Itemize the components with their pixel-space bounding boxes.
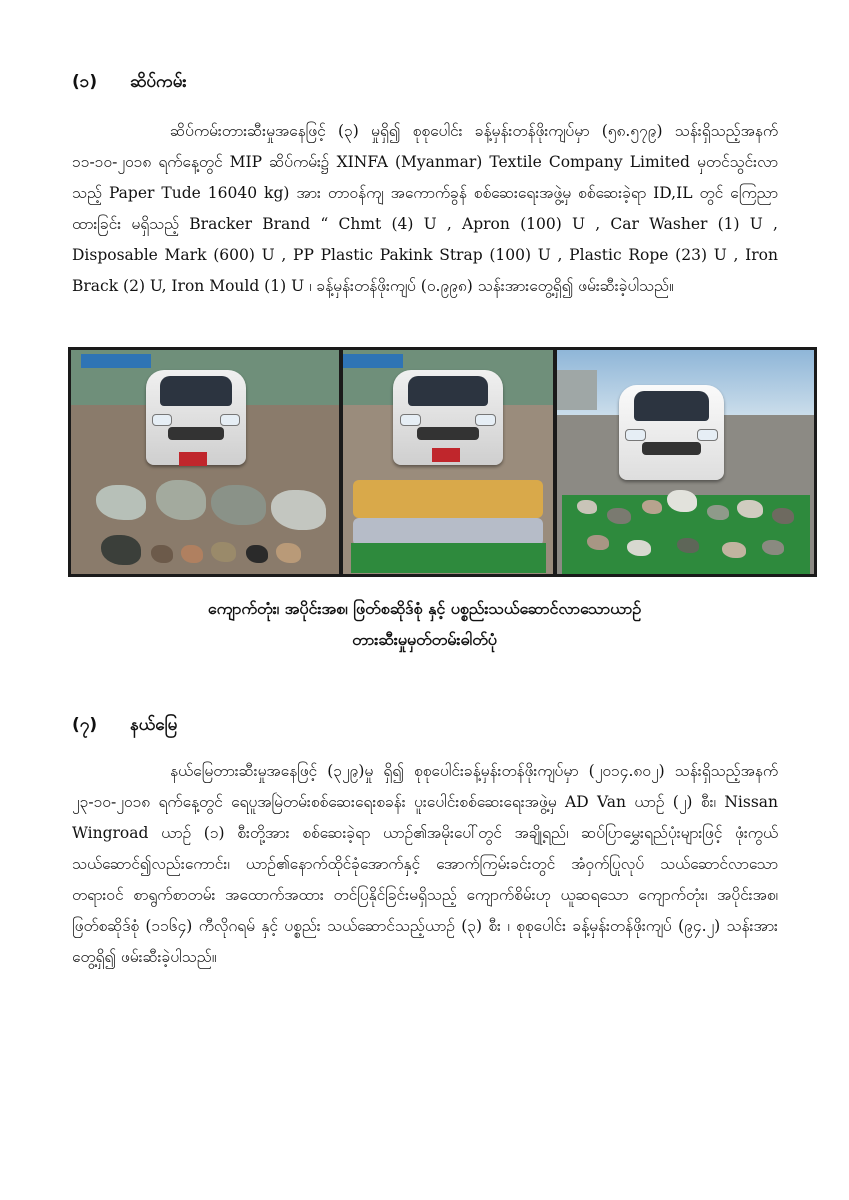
section1-title: ဆိပ်ကမ်း [129,72,187,92]
photo-white-car-with-stones [557,350,814,574]
photo-caption-line1: ကျောက်တုံး၊ အပိုင်းအစ၊ ဖြတ်စဆိုဒ်စုံ နှင့် ပစ္စည်းသယ်ဆောင်လာသောယာဉ် [207,599,642,618]
section1-paragraph-block [72,116,778,302]
photo-caption-line2: တားဆီးမှုမှတ်တမ်းဓါတ်ပုံ [352,630,497,649]
section1-heading [72,71,187,96]
section2-heading [72,714,177,739]
section1-number: (၁) [72,72,98,92]
photo-car-with-wrapped-stones [343,350,553,574]
section2-title: နယ်မြေ [129,715,178,735]
section2-paragraph: နယ်မြေတားဆီးမှုအနေဖြင့် (၃၂၉)မှု ရှိ၍ စုစုပေါင်းခန့်မှန်းတန်ဖိုးကျပ်မှာ (၂၀၁၄.၈၀၂) သန်းရှိသည့်အနက် ၂၃-၁၀-၂၀၁၈ ရက်နေ့တွင် ရေပူအမြဲတမ်းစစ်ဆေးရေးစခန်း ပူးပေါင်းစစ်ဆေးရေးအဖွဲ့မှ AD Van ယာဉ် (၂) စီး၊ Nissan Wingroad ယာဉ် (၁) စီးတို့အား စစ်ဆေးခဲ့ရာ ယာဉ်၏အမိုးပေါ်တွင် အချို့ရည်၊ ဆပ်ပြာမွှေးရည်ပုံးများဖြင့် ဖုံးကွယ်သယ်ဆောင်၍လည်းကောင်း၊ ယာဉ်၏နောက်ထိုင်ခုံအောက်နှင့် အောက်ကြမ်းခင်းတွင် အံဝှက်ပြုလုပ် သယ်ဆောင်လာသော တရားဝင် စာရွက်စာတမ်း အထောက်အထား တင်ပြနိုင်ခြင်းမရှိသည့် ကျောက်စိမ်းဟု ယူဆရသော ကျောက်တုံး၊ အပိုင်းအစ၊ ဖြတ်စဆိုဒ်စုံ (၁၁၆၄) ကီလိုဂရမ် နှင့် ပစ္စည်း သယ်ဆောင်သည့်ယာဉ် (၃) စီး ၊ စုစုပေါင်း ခန့်မှန်းတန်ဖိုးကျပ် (၉၄.၂) သန်းအားတွေ့ရှိ၍ ဖမ်းဆီးခဲ့ပါသည်။ [72,762,778,966]
evidence-photo-strip [68,347,817,577]
section1-paragraph: ဆိပ်ကမ်းတားဆီးမှုအနေဖြင့် (၃) မှုရှိ၍ စုစုပေါင်း ခန့်မှန်းတန်ဖိုးကျပ်မှာ (၅၈.၅၇၉) သန်းရှိသည့်အနက် ၁၁-၁၀-၂၀၁၈ ရက်နေ့တွင် MIP ဆိပ်ကမ်း၌ XINFA (Myanmar) Textile Company Limited မှတင်သွင်းလာသည့် Paper Tude 16040 kg) အား တာဝန်ကျ အကောက်ခွန် စစ်ဆေးရေးအဖွဲ့မှ စစ်ဆေးခဲ့ရာ ID,IL တွင် ကြေညာထားခြင်း မရှိသည့် Bracker Brand “ Chmt (4) U , Apron (100) U , Car Washer (1) U , Disposable Mark (600) U , PP Plastic Pakink Strap (100) U , Plastic Rope (23) U , Iron Brack (2) U, Iron Mould (1) U ၊ ခန့်မှန်းတန်ဖိုးကျပ် (၀.၉၉၈) သန်းအားတွေ့ရှိ၍ ဖမ်းဆီးခဲ့ပါသည်။ [72,122,778,295]
section2-paragraph-block [72,756,778,973]
section2-number: (၇) [72,715,98,735]
photo-car-with-jade-stones [71,350,339,574]
